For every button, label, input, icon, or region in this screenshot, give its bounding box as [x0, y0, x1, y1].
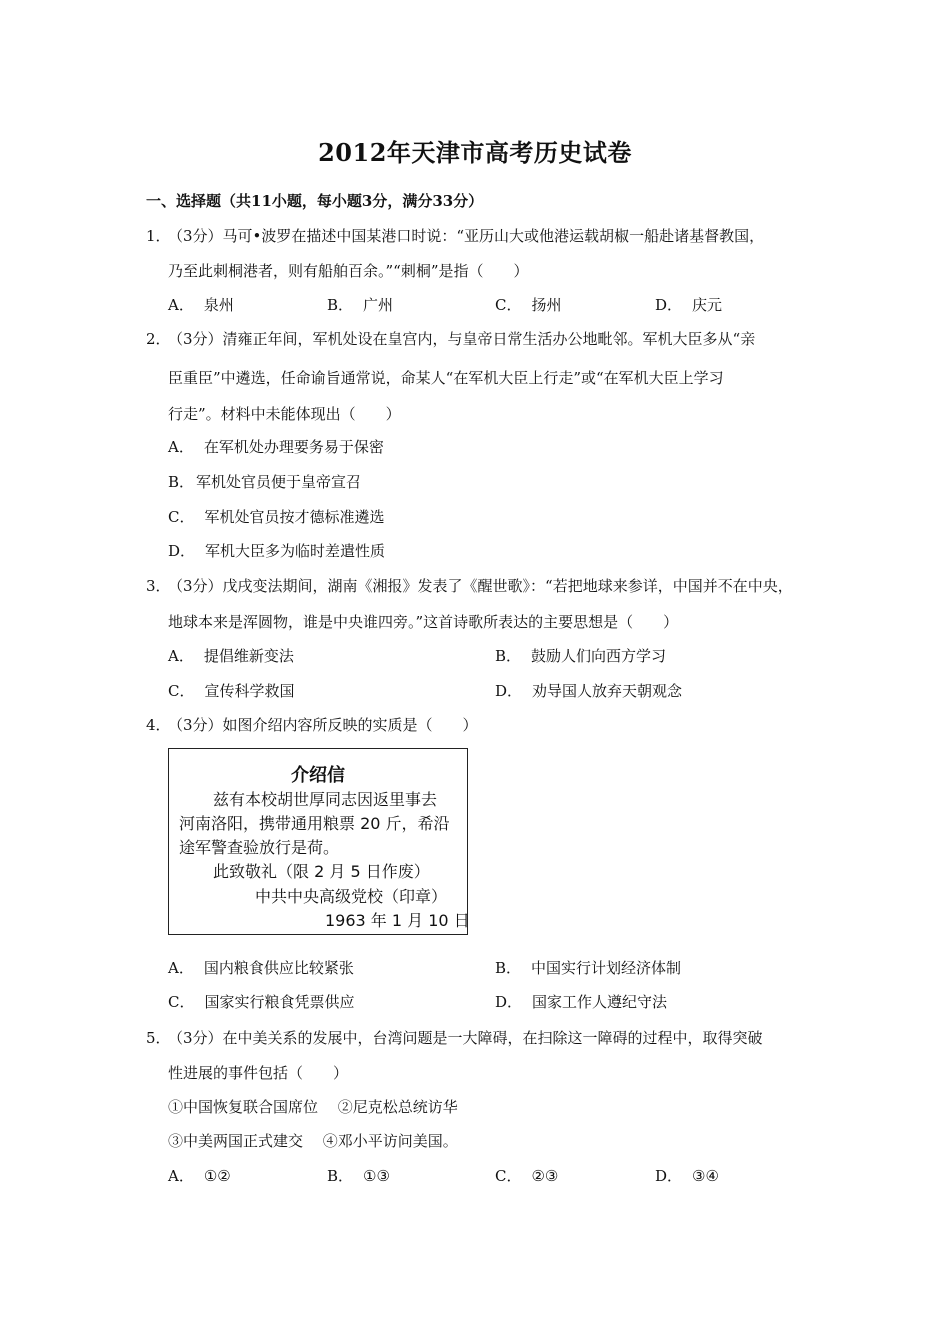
section-heading: 一、选择题（共11小题，每小题3分，满分33分）	[146, 192, 484, 210]
option-b[interactable]: B． 中国实行计划经济体制	[495, 959, 682, 977]
event-list: ①中国恢复联合国席位 ②尼克松总统访华	[168, 1098, 458, 1116]
letter-date: 1963 年 1 月 10 日	[325, 911, 470, 930]
question-text: 行走”。材料中未能体现出（ ）	[168, 405, 401, 423]
option-a[interactable]: A． ①②	[168, 1167, 231, 1185]
letter-line: 中共中央高级党校（印章）	[255, 887, 448, 906]
question-text: 地球本来是浑圆物，谁是中央谁四旁。”这首诗歌所表达的主要思想是（ ）	[168, 613, 679, 631]
option-c[interactable]: C． 国家实行粮食凭票供应	[168, 993, 355, 1011]
option-c[interactable]: C． 宣传科学救国	[168, 682, 295, 700]
page-title: 2012年天津市高考历史试卷	[318, 138, 632, 167]
option-b[interactable]: B． 鼓励人们向西方学习	[495, 647, 667, 665]
letter-line: 此致敬礼（限 2 月 5 日作废）	[213, 862, 430, 881]
option-a[interactable]: A． 国内粮食供应比较紧张	[168, 959, 354, 977]
option-d[interactable]: D． 劝导国人放弃天朝观念	[495, 682, 683, 700]
letter-line: 兹有本校胡世厚同志因返里事去	[213, 790, 438, 809]
question-number: 1．	[146, 227, 171, 245]
question-number: 2．	[146, 330, 171, 348]
question-text: 性进展的事件包括（ ）	[168, 1064, 349, 1082]
question-text: 臣重臣”中遴选，任命谕旨通常说，命某人“在军机大臣上行走”或“在军机大臣上学习	[168, 369, 724, 387]
option-d[interactable]: D． 军机大臣多为临时差遣性质	[168, 542, 386, 560]
letter-line: 河南洛阳，携带通用粮票 20 斤，希沿	[179, 814, 450, 833]
question-number: 3．	[146, 577, 171, 595]
question-text: （3分）马可•波罗在描述中国某港口时说：“亚历山大或他港运载胡椒一船赴诸基督教国，	[168, 227, 765, 245]
option-b[interactable]: B． 军机处官员便于皇帝宣召	[168, 473, 362, 491]
option-d[interactable]: D． ③④	[655, 1167, 719, 1185]
option-d[interactable]: D． 庆元	[655, 296, 723, 314]
question-text: （3分）如图介绍内容所反映的实质是（ ）	[168, 716, 478, 734]
letter-line: 途军警查验放行是荷。	[179, 838, 340, 857]
option-a[interactable]: A． 提倡维新变法	[168, 647, 294, 665]
event-list: ③中美两国正式建交 ④邓小平访问美国。	[168, 1132, 458, 1150]
question-text: 乃至此刺桐港者，则有船舶百余。”“刺桐”是指（ ）	[168, 262, 529, 280]
question-number: 5．	[146, 1029, 171, 1047]
option-b[interactable]: B． 广州	[327, 296, 394, 314]
option-c[interactable]: C． 军机处官员按才德标准遴选	[168, 508, 385, 526]
option-d[interactable]: D． 国家工作人遵纪守法	[495, 993, 668, 1011]
question-text: （3分）在中美关系的发展中，台湾问题是一大障碍，在扫除这一障碍的过程中，取得突破	[168, 1029, 763, 1047]
question-text: （3分）戊戌变法期间，湖南《湘报》发表了《醒世歌》：“若把地球来参详，中国并不在中央，	[168, 577, 793, 595]
option-c[interactable]: C． ②③	[495, 1167, 559, 1185]
question-number: 4．	[146, 716, 171, 734]
option-b[interactable]: B． ①③	[327, 1167, 390, 1185]
option-a[interactable]: A． 泉州	[168, 296, 234, 314]
question-text: （3分）清雍正年间，军机处设在皇宫内，与皇帝日常生活办公地毗邻。军机大臣多从“亲	[168, 330, 756, 348]
introduction-letter-image	[168, 748, 468, 935]
option-c[interactable]: C． 扬州	[495, 296, 562, 314]
letter-title: 介绍信	[291, 765, 345, 786]
option-a[interactable]: A． 在军机处办理要务易于保密	[168, 438, 384, 456]
